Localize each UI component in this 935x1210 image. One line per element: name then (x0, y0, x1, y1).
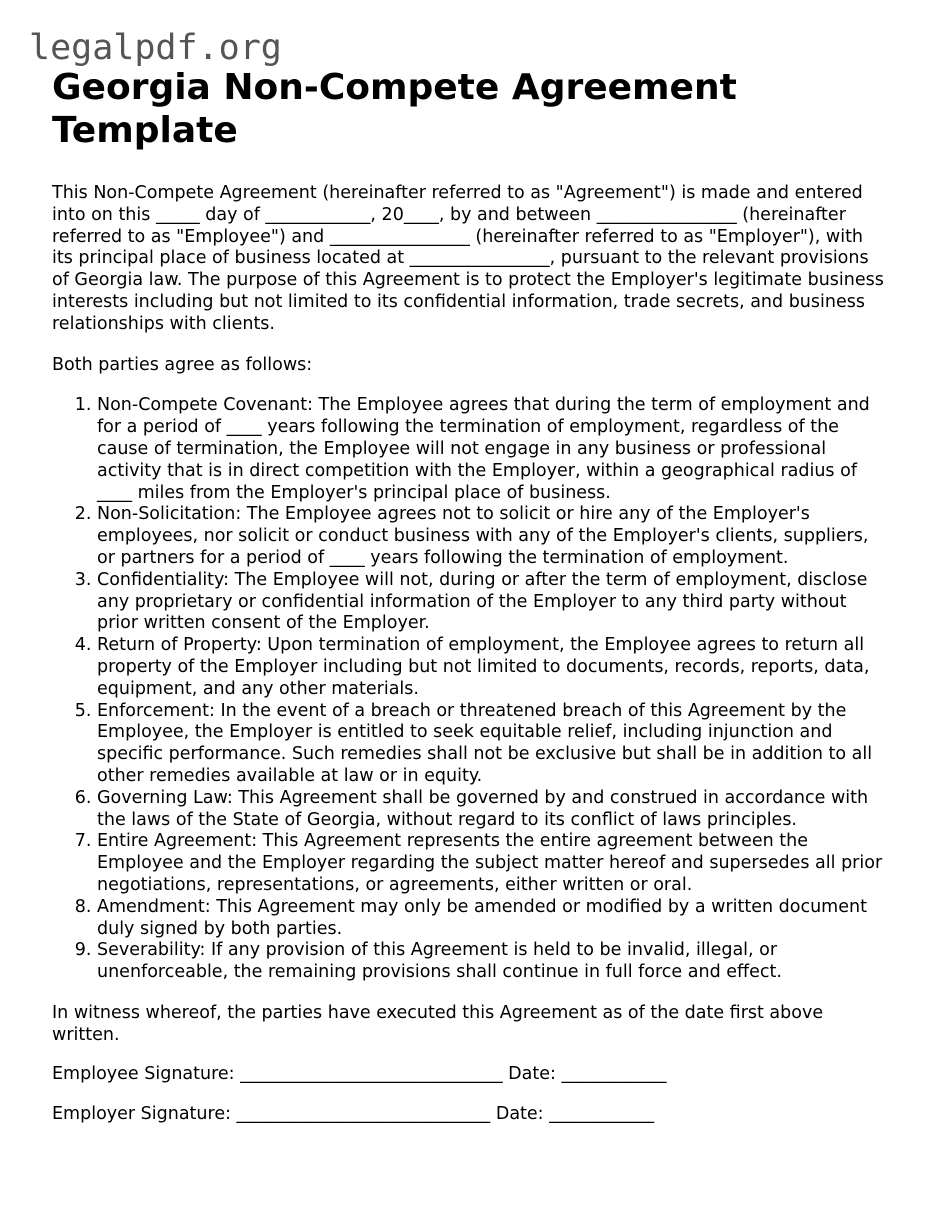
clause-list (52, 395, 887, 984)
clause-severability: 9. Severability: If any provision of this Agreement is held to be invalid, illegal, or unenforceable, the remaining provisions shall continue in full force and effect. (97, 940, 887, 984)
clause-governing-law: 6. Governing Law: This Agreement shall be governed by and construed in accordance with the laws of the State of Georgia, without regard to its conflict of laws principles. (97, 788, 887, 832)
clause-enforcement: 5. Enforcement: In the event of a breach or threatened breach of this Agreement by the Employee, the Employer is entitled to seek equitable relief, including injunction and specific performance. Such remedies shall not be exclusive but shall be in addition to all other remedies available at law or in equity. (97, 701, 887, 788)
clause-non-compete: 1. Non-Compete Covenant: The Employee agrees that during the term of employment and for a period of ____ years following the termination of employment, regardless of the cause of termination, the Employee will not engage in any business or professional activity that is in direct competition with the Employer, within a geographical radius of ____ miles from the Employer's principal place of business. (97, 395, 887, 504)
watermark: legalpdf.org (29, 28, 282, 68)
employer-signature-line: Employer Signature: _____________________________ Date: ____________ (52, 1104, 655, 1125)
document-body (52, 66, 887, 1126)
clause-entire-agreement: 7. Entire Agreement: This Agreement represents the entire agreement between the Employee and the Employer regarding the subject matter hereof and supersedes all prior negotiations, representations, or agreements, either written or oral. (97, 831, 887, 896)
clause-non-solicitation: 2. Non-Solicitation: The Employee agrees not to solicit or hire any of the Employer's employees, nor solicit or conduct business with any of the Employer's clients, suppliers, or partners for a period of ____ years following the termination of employment. (97, 504, 887, 569)
clause-confidentiality: 3. Confidentiality: The Employee will not, during or after the term of employment, disclose any proprietary or confidential information of the Employer to any third party without prior written consent of the Employer. (97, 570, 887, 635)
agreement-statement: Both parties agree as follows: (52, 354, 313, 375)
intro-paragraph: This Non-Compete Agreement (hereinafter referred to as "Agreement") is made and entered into on this _____ day of ____________, 20____, by and between ________________ (hereinafter referred to as "Employee") and ________________ (hereinafter referred to as "Employer"), with its principal place of business located at ________________, pursuant to the relevant provisions of Georgia law. The purpose of this Agreement is to protect the Employer's legitimate business interests including but not limited to its confidential information, trade secrets, and business relationships with clients. (52, 183, 884, 334)
witness-statement: In witness whereof, the parties have executed this Agreement as of the date first above written. (52, 1002, 824, 1045)
clause-amendment: 8. Amendment: This Agreement may only be amended or modified by a written document duly signed by both parties. (97, 897, 887, 941)
employee-signature-line: Employee Signature: ______________________________ Date: ____________ (52, 1064, 667, 1085)
clause-return-of-property: 4. Return of Property: Upon termination of employment, the Employee agrees to return all property of the Employer including but not limited to documents, records, reports, data, equipment, and any other materials. (97, 635, 887, 700)
page-title: Georgia Non-Compete Agreement Template (52, 67, 737, 151)
